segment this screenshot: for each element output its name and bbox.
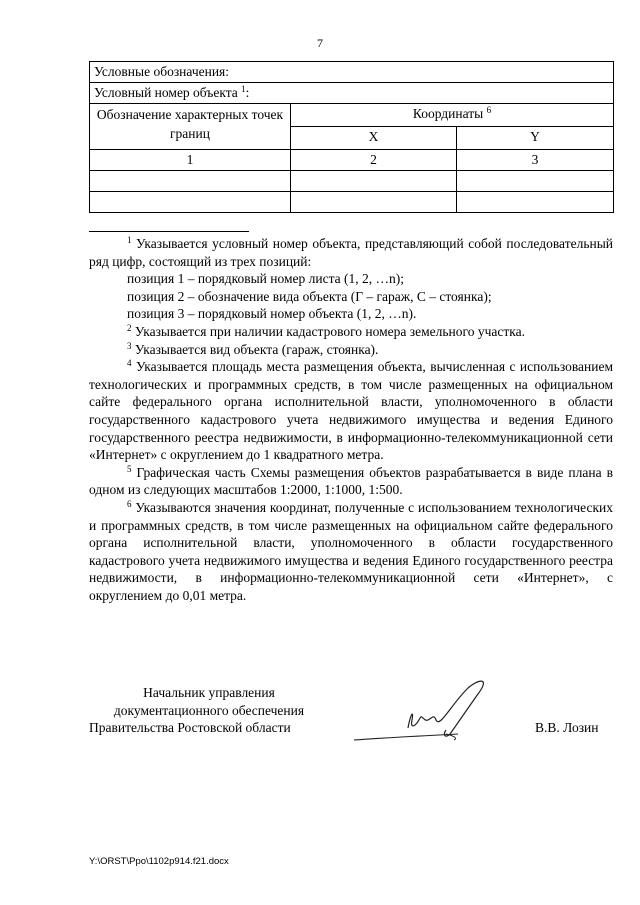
- table-row: [90, 192, 614, 213]
- footnote-marker: 3: [127, 340, 132, 351]
- footnote-marker: 1: [127, 235, 132, 245]
- footnote-text: Указываются значения координат, полученные с использованием технологических и программных средств, в том числе размещенных на официальном сайте федерального органа исполнительной власти, уполномоченного в области государственного кадастрового учета недвижимого имущества и ведения Единого государственного реестра недвижимости, в информационно-телекоммуникационной сети «Интернет», с округлением до 0,01 метра.: [89, 499, 614, 603]
- column-number: 3: [457, 150, 614, 171]
- handwritten-signature: [350, 676, 510, 746]
- footnote-marker: 6: [127, 498, 132, 509]
- footnote-4: [89, 358, 613, 464]
- column-number: 2: [291, 150, 457, 171]
- table-row: [90, 150, 614, 171]
- footnote-marker: 2: [127, 322, 132, 333]
- footnote-separator: [89, 231, 249, 232]
- footnote-6: [89, 499, 613, 605]
- footnote-text: Указывается вид объекта (гараж, стоянка).: [134, 341, 379, 357]
- footnote-text: Указывается при наличии кадастрового номера земельного участка.: [134, 323, 525, 339]
- footnote-3: [89, 341, 613, 359]
- file-path: Y:\ORST\Ppo\1102p914.f21.docx: [89, 856, 229, 867]
- coordinates-header: [291, 104, 614, 127]
- signatory-position: [89, 684, 329, 737]
- footnotes: [89, 235, 613, 604]
- footnote-marker: 5: [127, 463, 132, 474]
- points-header: Обозначение характерных точек границ: [90, 104, 291, 150]
- legend-cell: Условные обозначения:: [90, 62, 614, 83]
- footnote-ref: 1: [241, 84, 246, 94]
- footnote-ref: 6: [486, 105, 492, 115]
- empty-cell: [90, 171, 291, 192]
- footnote-text: Указывается условный номер объекта, представляющий собой последовательный ряд цифр, состоящий из трех позиций:: [89, 236, 613, 269]
- y-header: Y: [457, 127, 614, 150]
- empty-cell: [291, 192, 457, 213]
- empty-cell: [457, 192, 614, 213]
- table-row: [90, 62, 614, 83]
- page-number: 7: [317, 36, 323, 50]
- x-header: X: [291, 127, 457, 150]
- position-line-3: Правительства Ростовской области: [89, 720, 291, 736]
- footnote-marker: 4: [127, 358, 132, 369]
- empty-cell: [291, 171, 457, 192]
- object-number-cell: [90, 83, 614, 104]
- position-line-2: документационного обеспечения: [113, 702, 305, 718]
- signatory-name: В.В. Лозин: [535, 720, 599, 735]
- footnote-text: Графическая часть Схемы размещения объектов разрабатывается в виде плана в одном из следующих масштабов 1:2000, 1:1000, 1:500.: [89, 464, 613, 498]
- footnote-1: [89, 235, 613, 270]
- footnote-1-position-2: позиция 2 – обозначение вида объекта (Г – гараж, С – стоянка);: [127, 288, 492, 304]
- coordinates-label: Координаты: [412, 106, 487, 121]
- empty-cell: [90, 192, 291, 213]
- table-row: [90, 104, 614, 127]
- empty-cell: [457, 171, 614, 192]
- object-number-label: Условный номер объекта: [94, 85, 242, 100]
- footnote-2: [89, 323, 613, 341]
- colon: :: [245, 85, 250, 100]
- footnote-1-position-1: позиция 1 – порядковый номер листа (1, 2, …n);: [127, 271, 405, 287]
- footnote-5: [89, 464, 613, 499]
- footnote-text: Указывается площадь места размещения объекта, вычисленная с использованием технологических и программных средств, в том числе размещенных на официальном сайте федерального органа исполнительной власти, уполномоченного в области государственного кадастрового учета недвижимого имущества и ведения Единого государственного реестра недвижимости, в информационно-телекоммуникационной сети «Интернет» с округлением до 1 квадратного метра.: [89, 359, 613, 463]
- table-row: [90, 83, 614, 104]
- column-number: 1: [90, 150, 291, 171]
- position-line-1: Начальник управления: [143, 685, 275, 700]
- coordinates-table: [89, 61, 614, 213]
- footnote-1-position-3: позиция 3 – порядковый номер объекта (1, 2, …n).: [127, 306, 417, 322]
- table-row: [90, 171, 614, 192]
